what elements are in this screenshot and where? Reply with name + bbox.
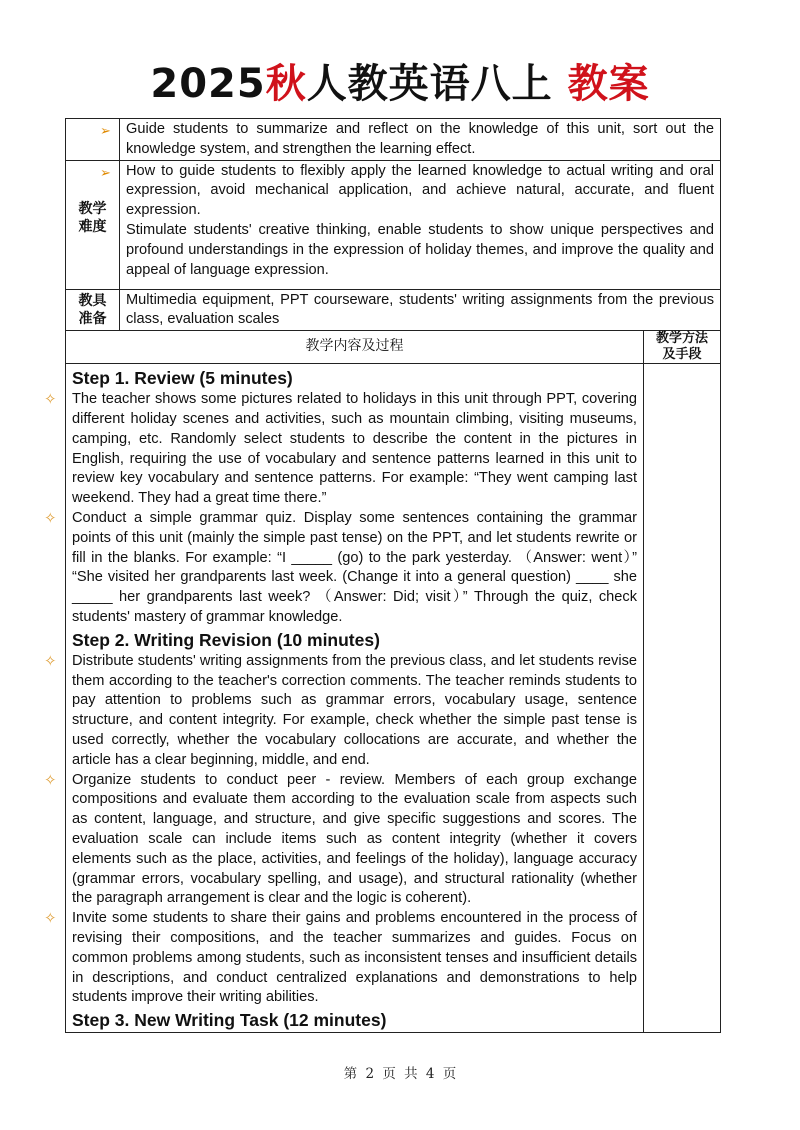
step-2-paragraph <box>44 652 637 771</box>
step-2-title: Step 2. Writing Revision (10 minutes) <box>72 629 380 650</box>
materials-row <box>66 289 721 331</box>
objective-text: Guide students to summarize and reflect on the knowledge of this unit, sort out the knowledge system, and strengthen the learning effect. <box>126 121 715 157</box>
step-3-title: Step 3. New Writing Task (12 minutes) <box>72 1010 387 1031</box>
process-content-cell <box>44 364 644 1033</box>
title-subject: 人教英语八上 <box>306 61 553 107</box>
four-point-star-icon: ✧ <box>44 652 57 670</box>
step-1-title: Step 1. Review (5 minutes) <box>72 368 293 389</box>
arrow-bullet-icon: ➢ <box>100 123 111 138</box>
method-header-line1: 教学方法 <box>656 331 709 347</box>
step-2-text-3: Invite some students to share their gains and problems encountered in the process of revising their compositions, and the teacher summarizes and guides. Focus on common problems among students, such as inconsistent tenses and insufficient details in descriptions, and conduct centralized explanations and demonstrations to help students improve their writing abilities. <box>72 910 637 1006</box>
step-2-paragraph <box>44 771 637 910</box>
difficulty-row <box>66 160 721 289</box>
row-text-cell <box>120 160 721 289</box>
page-footer: 第 2 页 共 4 页 <box>343 1066 457 1082</box>
materials-label-2: 准备 <box>78 310 107 327</box>
four-point-star-icon: ✧ <box>44 910 57 928</box>
title-year: 2025 <box>150 61 266 107</box>
four-point-star-icon: ✧ <box>44 771 57 789</box>
row-text-cell <box>120 289 721 331</box>
four-point-star-icon: ✧ <box>44 391 57 409</box>
page-title <box>0 52 800 109</box>
process-header-row <box>66 331 721 364</box>
four-point-star-icon: ✧ <box>44 509 57 527</box>
method-header-line2: 及手段 <box>662 347 702 363</box>
step-2-text-1: Distribute students' writing assignments from the previous class, and let students revise them according to the teacher's correction comments. The teacher reminds students to pay attention to problems such as grammar errors, vocabulary usage, sentence structure, and content integrity. For example, check whether the simple past tense is used correctly, whether the vocabulary collocations are accurate, and whether the article has a clear beginning, middle, and end. <box>72 652 637 768</box>
step-2-text-2: Organize students to conduct peer - review. Members of each group exchange compositions and evaluate them according to the evaluation scale from aspects such as content, language, and structure, and give specific suggestions and scores. The evaluation scale can include items such as content integrity (whether it covers elements such as the place, activities, and feelings of the holiday), language accuracy (grammar errors, vocabulary spelling, and usage), and structural rationality (whether the paragraph arrangement is clear and the logic is coherent). <box>72 771 637 907</box>
materials-label-1: 教具 <box>78 292 107 309</box>
method-cell <box>644 364 721 1033</box>
process-content-row <box>66 364 721 1033</box>
difficulty-text-2: Stimulate students' creative thinking, enable students to show unique perspectives and profound understandings in the expression of holiday themes, and improve the quality and appeal of language expression. <box>126 221 715 278</box>
step-1-text-1: The teacher shows some pictures related to holidays in this unit through PPT, covering different holiday scenes and activities, such as mountain climbing, visiting museums, camping, etc. Randomly select students to describe the content in the pictures in English, requiring the use of vocabulary and sentence patterns learned in this unit to review key vocabulary and sentence patterns. For example: “They went camping last weekend. They had a great time there.” <box>72 391 637 507</box>
row-label-cell <box>66 119 120 161</box>
process-header: 教学内容及过程 <box>66 331 644 364</box>
row-label-cell <box>66 289 120 331</box>
arrow-bullet-icon: ➢ <box>100 164 111 180</box>
method-header <box>644 331 721 364</box>
materials-text: Multimedia equipment, PPT courseware, students' writing assignments from the previous class, evaluation scales <box>126 291 715 328</box>
step-2-paragraph <box>44 909 637 1008</box>
difficulty-label-2: 难度 <box>78 219 107 236</box>
title-plan: 教案 <box>567 61 650 107</box>
difficulty-label-1: 教学 <box>78 201 107 218</box>
title-autumn: 秋 <box>265 61 307 107</box>
objective-row <box>66 119 721 161</box>
step-1-text-2: Conduct a simple grammar quiz. Display some sentences containing the grammar points of this unit (mainly the simple past tense) on the PPT, and let students rewrite or fill in the blanks. For example: “I _____ (go) to the park yesterday. （Answer: went）” “She visited her grandparents last week. (Change it into a general question) ____ she _____ her grandparents last week? （Answer: Did; visit）” Through the quiz, check students' mastery of grammar knowledge. <box>72 509 637 625</box>
row-label-cell <box>66 160 120 289</box>
lesson-plan-table <box>44 118 721 1033</box>
step-1-paragraph <box>44 390 637 509</box>
difficulty-text-1: How to guide students to flexibly apply the learned knowledge to actual writing and oral expression, avoid mechanical application, and achieve natural, accurate, and fluent expression. <box>126 162 715 219</box>
row-text-cell <box>120 119 721 161</box>
step-1-paragraph <box>44 509 637 628</box>
